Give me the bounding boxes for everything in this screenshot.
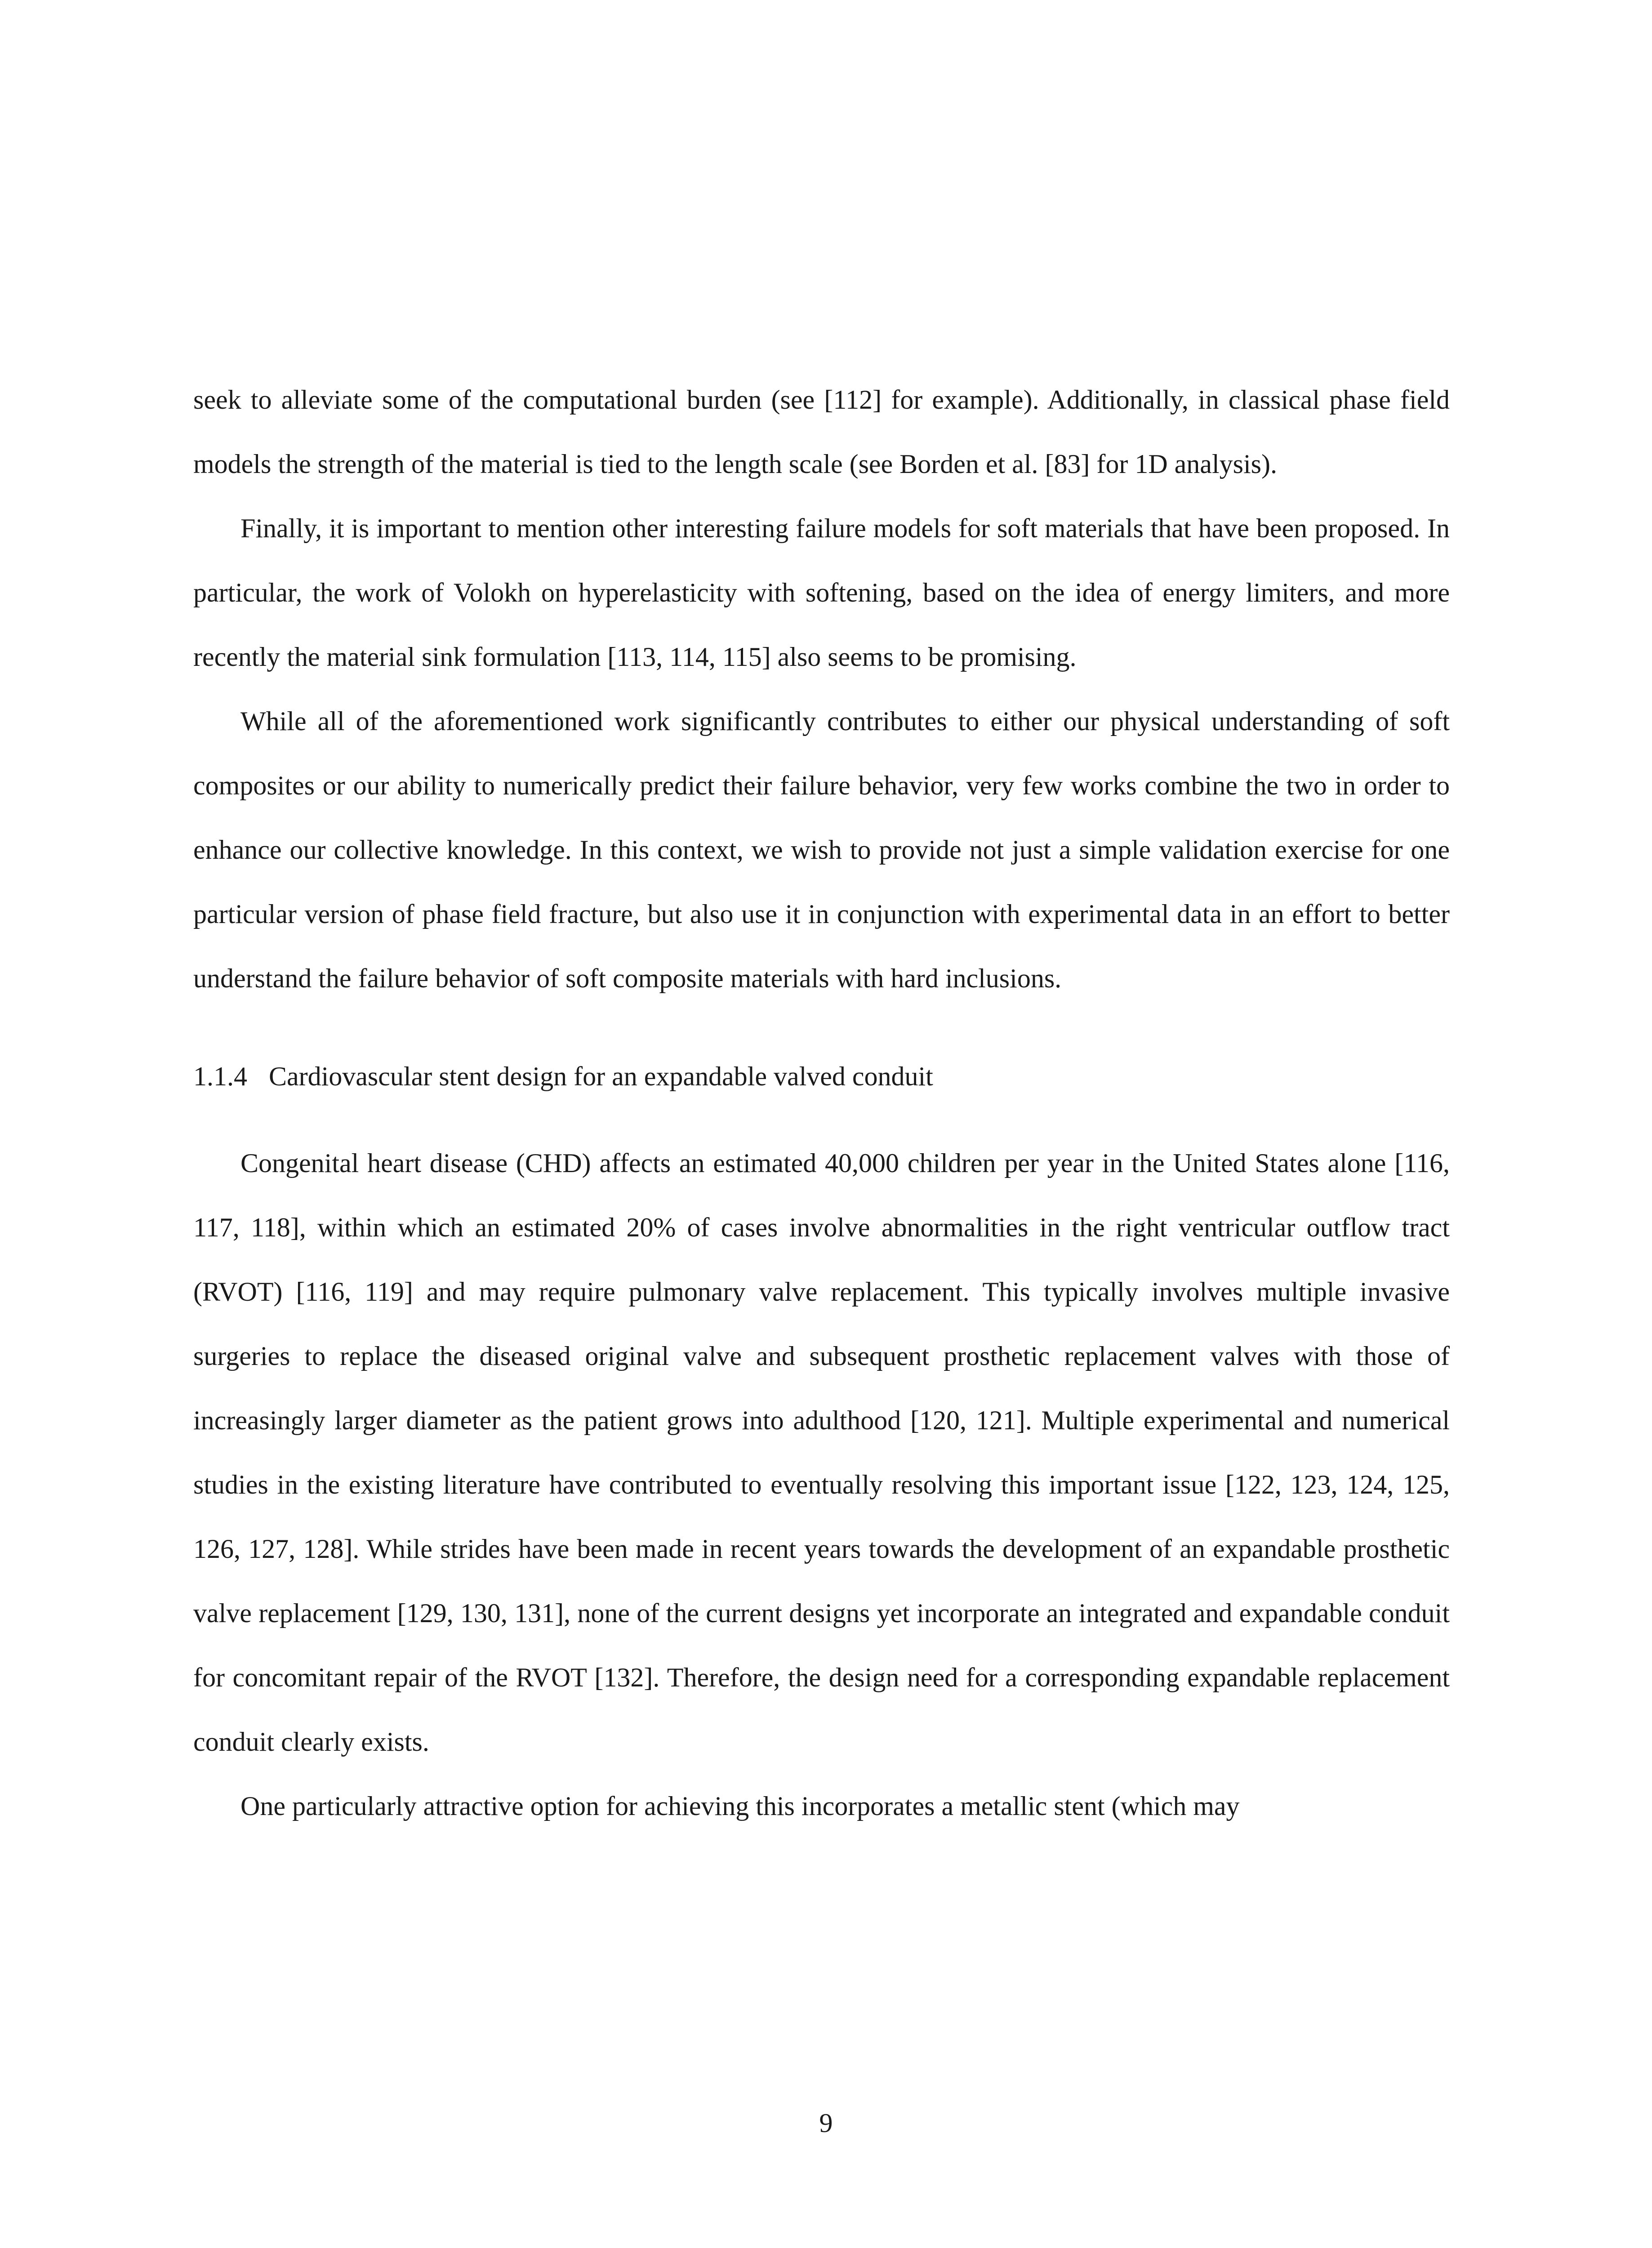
paragraph-other-failure-models: Finally, it is important to mention other interesting failure models for soft materials that have been proposed. In particular, the work of Volokh on hyperelasticity with softening, based on the idea of energy limiters, and more recently the material sink formulation [113, 114, 115] also seems to be promising. bbox=[193, 513, 1450, 672]
paragraph-soft-composites: While all of the aforementioned work significantly contributes to either our physical understanding of soft composites or our ability to numerically predict their failure behavior, very few works combine the two in order to enhance our collective knowledge. In this context, we wish to provide not just a simple validation exercise for one particular version of phase field fracture, but also use it in conjunction with experimental data in an effort to better understand the failure behavior of soft composite materials with hard inclusions. bbox=[193, 706, 1450, 993]
section-title: Cardiovascular stent design for an expandable valved conduit bbox=[269, 1062, 933, 1091]
section-heading bbox=[193, 1044, 1450, 1109]
paragraph-computational-burden: seek to alleviate some of the computational burden (see [112] for example). Additionally, in classical phase field models the strength of the material is tied to the length scale (see Borden et al. [83] for 1D analysis). bbox=[193, 385, 1450, 479]
page-number: 9 bbox=[819, 2108, 833, 2138]
paragraph-metallic-stent: One particularly attractive option for achieving this incorporates a metallic stent (which may bbox=[240, 1791, 1240, 1821]
paragraph-congenital-heart-disease: Congenital heart disease (CHD) affects an estimated 40,000 children per year in the United States alone [116, 117, 118], within which an estimated 20% of cases involve abnormalities in the right ventricular outflow tract (RVOT) [116, 119] and may require pulmonary valve replacement. This typically involves multiple invasive surgeries to replace the diseased original valve and subsequent prosthetic replacement valves with those of increasingly larger diameter as the patient grows into adulthood [120, 121]. Multiple experimental and numerical studies in the existing literature have contributed to eventually resolving this important issue [122, 123, 124, 125, 126, 127, 128]. While strides have been made in recent years towards the development of an expandable prosthetic valve replacement [129, 130, 131], none of the current designs yet incorporate an integrated and expandable conduit for concomitant repair of the RVOT [132]. Therefore, the design need for a corresponding expandable replacement conduit clearly exists. bbox=[193, 1148, 1450, 1757]
page-body bbox=[193, 368, 1450, 1838]
section-number: 1.1.4 bbox=[193, 1062, 247, 1091]
